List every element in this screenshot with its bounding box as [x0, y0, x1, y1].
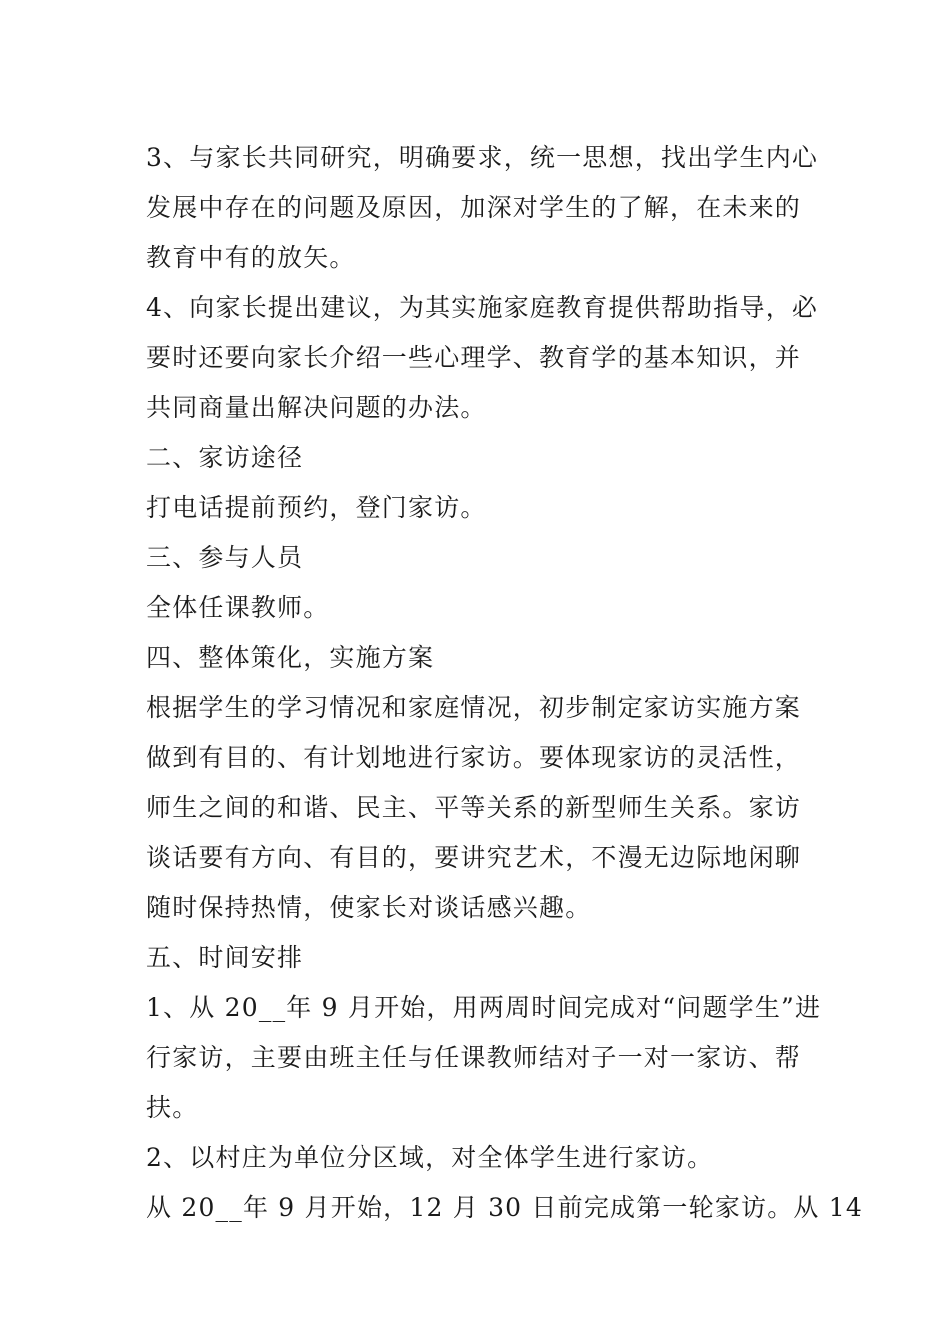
text-line: 3、与家长共同研究，明确要求，统一思想，找出学生内心	[146, 143, 819, 172]
text-line: 谈话要有方向、有目的，要讲究艺术，不漫无边际地闲聊	[146, 843, 802, 872]
document-body	[146, 133, 863, 1233]
text-line: 2、以村庄为单位分区域，对全体学生进行家访。	[146, 1143, 714, 1172]
text-line: 根据学生的学习情况和家庭情况，初步制定家访实施方案	[146, 693, 802, 722]
section-heading: 四、整体策化，实施方案	[146, 643, 435, 672]
text-line: 随时保持热情，使家长对谈话感兴趣。	[146, 893, 592, 922]
text-line: 打电话提前预约，登门家访。	[146, 493, 487, 522]
text-line: 行家访，主要由班主任与任课教师结对子一对一家访、帮	[146, 1043, 802, 1072]
text-line: 教育中有的放矢。	[146, 243, 356, 272]
text-line: 发展中存在的问题及原因，加深对学生的了解，在未来的	[146, 193, 802, 222]
text-line: 师生之间的和谐、民主、平等关系的新型师生关系。家访	[146, 793, 802, 822]
text-line: 4、向家长提出建议，为其实施家庭教育提供帮助指导，必	[146, 293, 819, 322]
text-line: 全体任课教师。	[146, 593, 330, 622]
section-heading: 三、参与人员	[146, 543, 304, 572]
text-line: 扶。	[146, 1093, 199, 1122]
text-line: 1、从 20__年 9 月开始，用两周时间完成对“问题学生”进	[146, 993, 822, 1022]
text-line: 共同商量出解决问题的办法。	[146, 393, 487, 422]
section-heading: 五、时间安排	[146, 943, 304, 972]
section-heading: 二、家访途径	[146, 443, 304, 472]
text-line: 从 20__年 9 月开始，12 月 30 日前完成第一轮家访。从 14	[146, 1193, 863, 1222]
text-line: 做到有目的、有计划地进行家访。要体现家访的灵活性，	[146, 743, 802, 772]
text-line: 要时还要向家长介绍一些心理学、教育学的基本知识，并	[146, 343, 802, 372]
